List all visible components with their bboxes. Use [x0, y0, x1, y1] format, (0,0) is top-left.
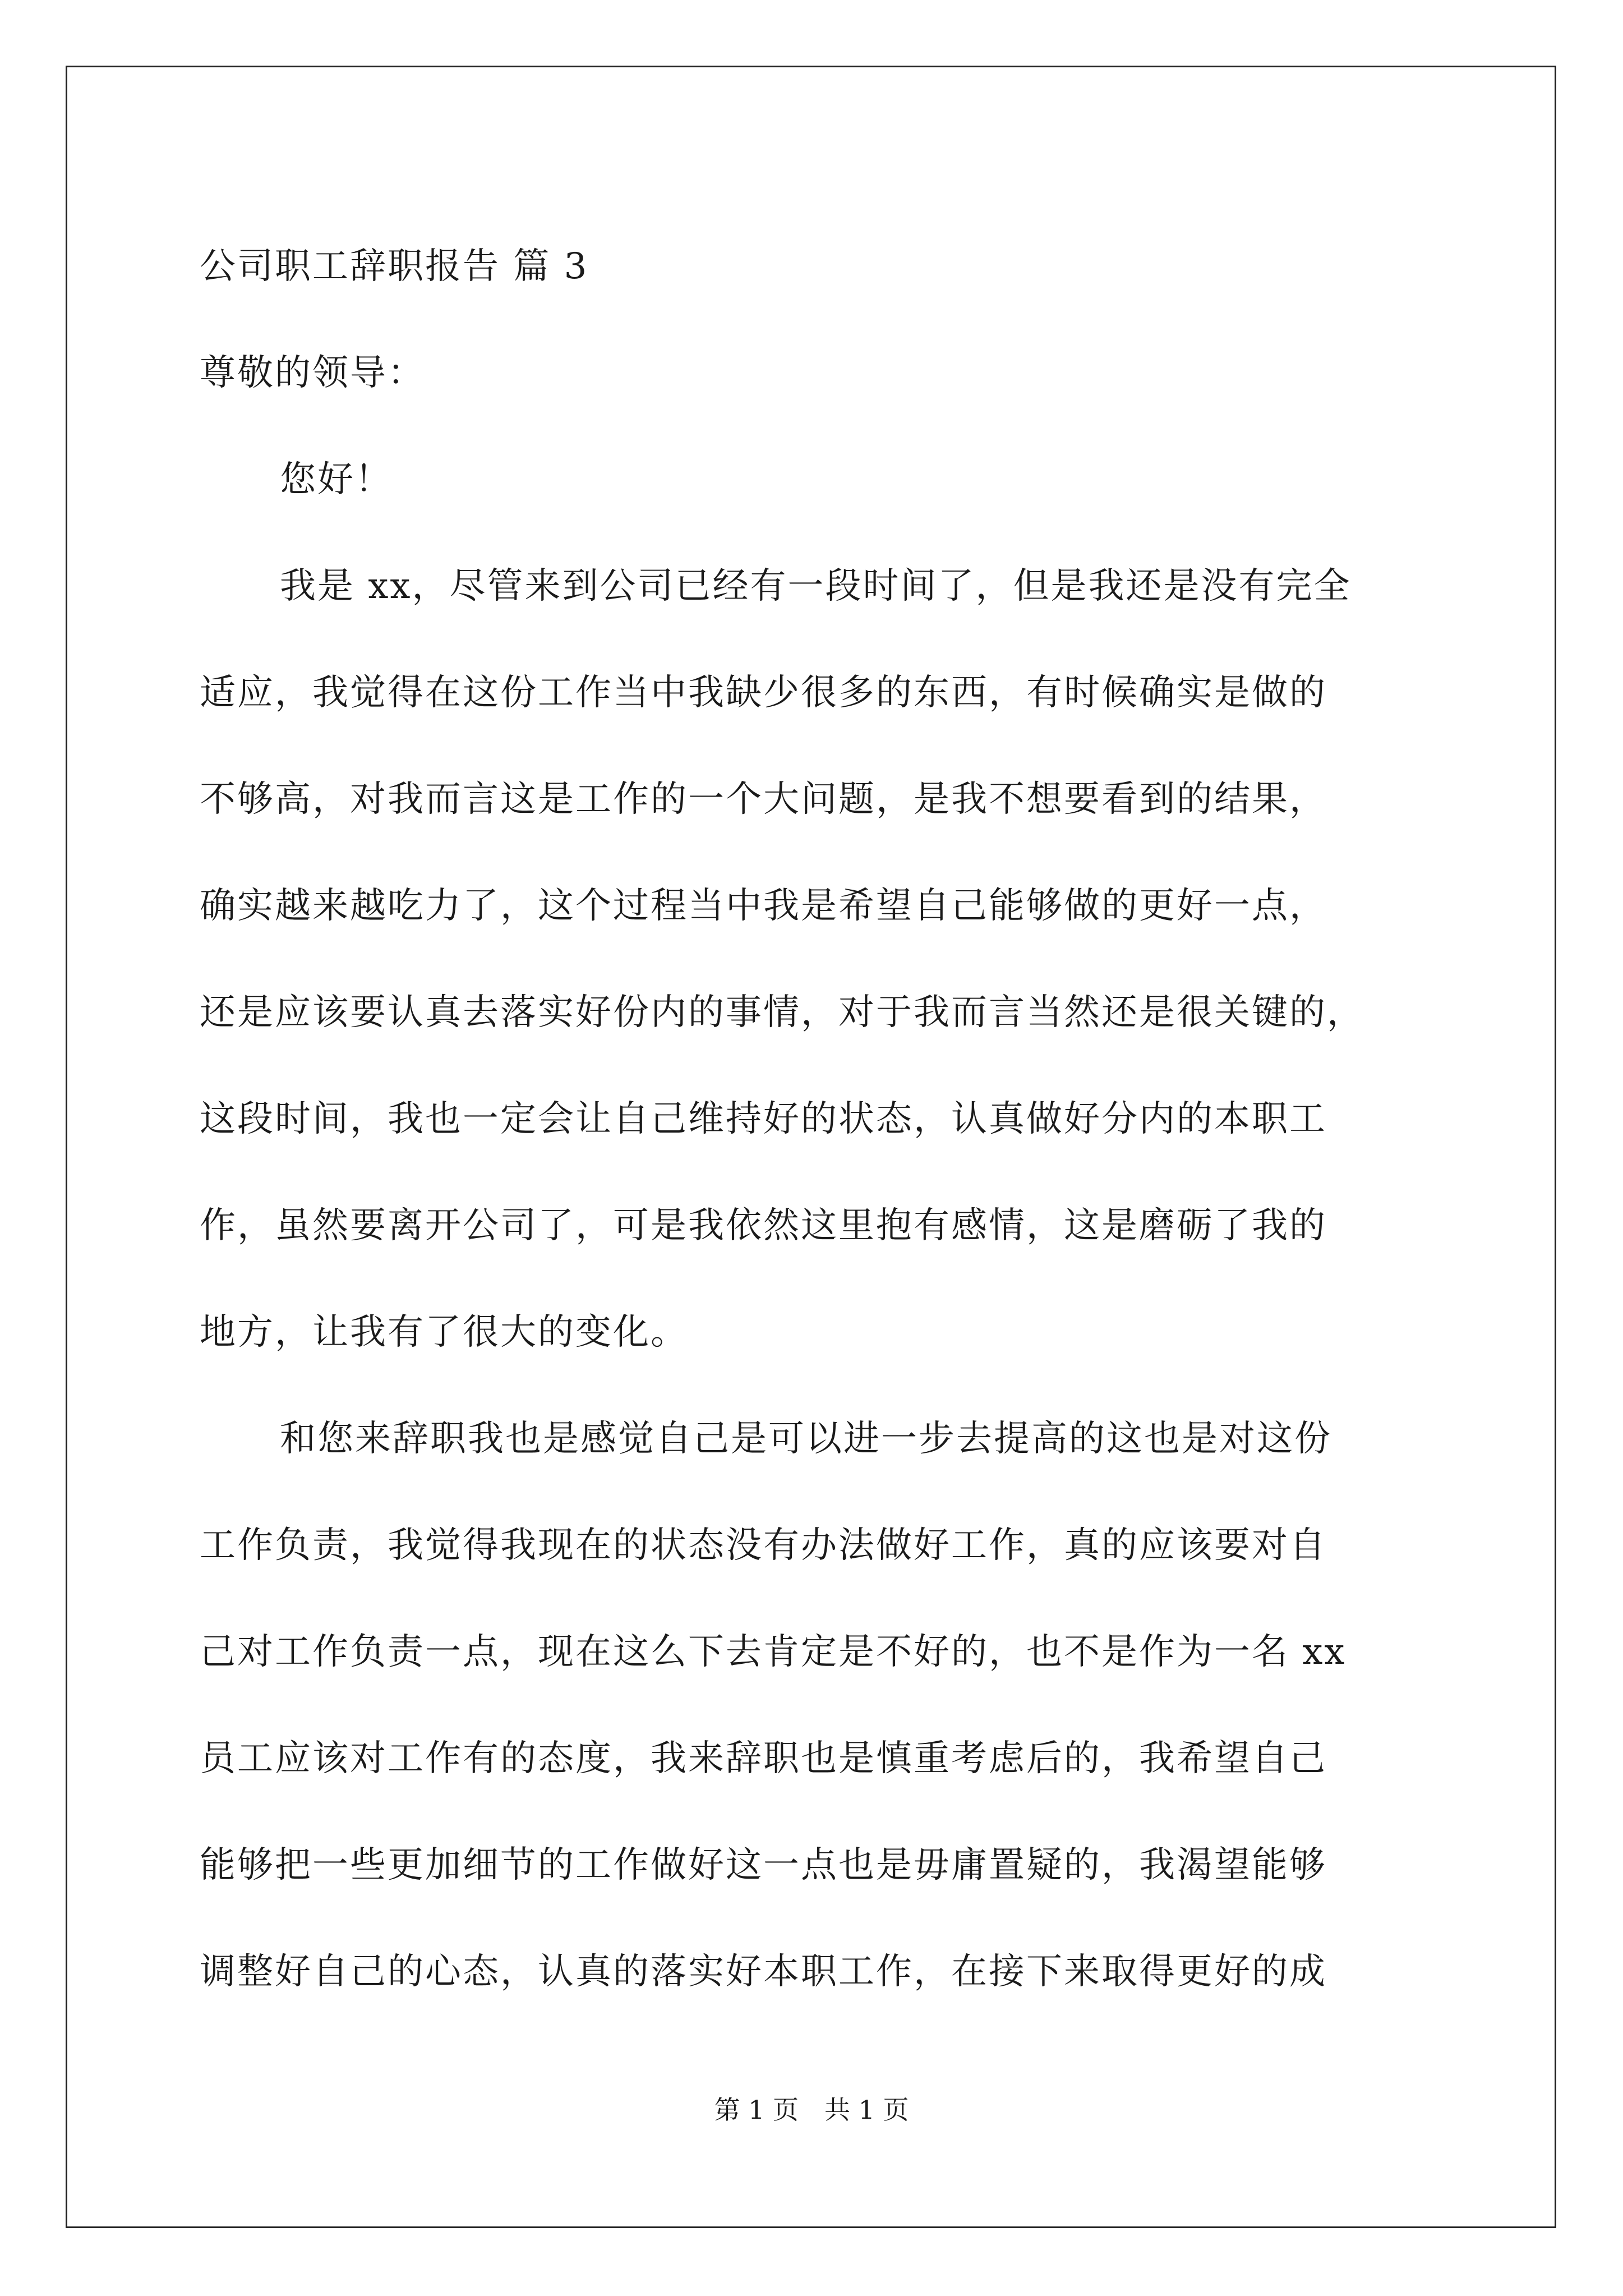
paragraph-1 — [200, 533, 1433, 1386]
paragraph-line: 作，虽然要离开公司了，可是我依然这里抱有感情，这是磨砺了我的 — [200, 1205, 1327, 1246]
paragraph-line: 能够把一些更加细节的工作做好这一点也是毋庸置疑的，我渴望能够 — [200, 1844, 1327, 1886]
paragraph-line: 确实越来越吃力了，这个过程当中我是希望自己能够做的更好一点， — [200, 885, 1327, 927]
page-footer: 第 1 页 共 1 页 — [714, 2095, 909, 2125]
paragraph-line: 不够高，对我而言这是工作的一个大问题，是我不想要看到的结果， — [200, 779, 1327, 820]
document-body — [200, 213, 1433, 2025]
salutation: 尊敬的领导： — [200, 352, 425, 394]
paragraph-line: 还是应该要认真去落实好份内的事情，对于我而言当然还是很关键的， — [200, 992, 1364, 1033]
document-title: 公司职工辞职报告 篇 3 — [200, 246, 589, 287]
paragraph-line: 和您来辞职我也是感觉自己是可以进一步去提高的这也是对这份 — [280, 1418, 1332, 1460]
paragraph-line: 适应，我觉得在这份工作当中我缺少很多的东西，有时候确实是做的 — [200, 672, 1327, 714]
greeting: 您好！ — [280, 459, 393, 500]
paragraph-2 — [200, 1386, 1433, 2025]
paragraph-line: 这段时间，我也一定会让自己维持好的状态，认真做好分内的本职工 — [200, 1098, 1327, 1140]
paragraph-line: 己对工作负责一点，现在这么下去肯定是不好的，也不是作为一名 xx — [200, 1631, 1347, 1673]
paragraph-line: 员工应该对工作有的态度，我来辞职也是慎重考虑后的，我希望自己 — [200, 1738, 1327, 1779]
paragraph-line: 调整好自己的心态，认真的落实好本职工作，在接下来取得更好的成 — [200, 1951, 1327, 1993]
paragraph-line: 我是 xx，尽管来到公司已经有一段时间了，但是我还是没有完全 — [280, 565, 1352, 607]
paragraph-line: 地方，让我有了很大的变化。 — [200, 1312, 688, 1353]
paragraph-line: 工作负责，我觉得我现在的状态没有办法做好工作，真的应该要对自 — [200, 1525, 1327, 1566]
